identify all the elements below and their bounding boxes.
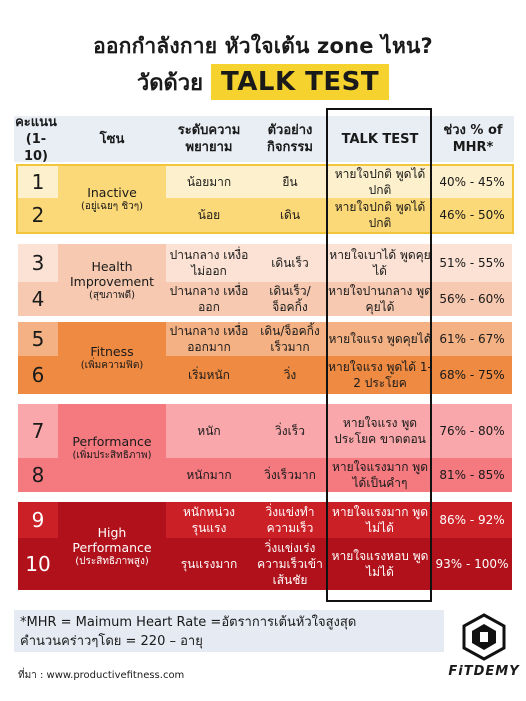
score: 9: [31, 508, 45, 532]
score: 7: [31, 419, 45, 443]
mhr-range: 46% - 50%: [439, 208, 505, 222]
intensity: หนัก: [197, 424, 221, 438]
activity: เดินเร็ว/ จ็อคกิ้ง: [269, 284, 311, 314]
zone-name: High Performance: [72, 524, 152, 555]
talk-test: หายใจเบาได้ พูดคุยได้: [329, 248, 431, 278]
header-mhr: ช่วง % of MHR*: [443, 123, 503, 155]
header-talk-test: TALK TEST: [341, 131, 419, 147]
zone-name: Performance: [72, 434, 152, 449]
header-activity: ตัวอย่าง กิจกรรม: [267, 123, 313, 155]
zone-subtitle: (สุขภาพดี): [88, 289, 136, 301]
talk-test: หายใจปานกลาง พูดคุยได้: [328, 284, 432, 314]
mhr-range: 68% - 75%: [439, 368, 505, 382]
table-header: [14, 116, 514, 162]
mhr-range: 51% - 55%: [439, 256, 505, 270]
header-zone: โซน: [99, 131, 125, 147]
header-score: คะแนน (1-10): [15, 114, 57, 164]
fitdemy-logo-icon: [459, 612, 509, 662]
talk-test: หายใจแรง พูดคุยได้: [328, 332, 432, 346]
subtitle-prefix: วัดด้วย: [136, 70, 204, 96]
score: 8: [31, 463, 45, 487]
subtitle: [0, 60, 526, 104]
zone-label-fitness: [58, 322, 166, 394]
talk-test-column-outline: [326, 108, 432, 602]
activity: เดินเร็ว: [271, 256, 309, 270]
intensity: หนักมาก: [186, 468, 232, 482]
intensity: ปานกลาง เหงื่อออกมาก: [169, 324, 249, 354]
score: 2: [31, 203, 45, 227]
mhr-range: 86% - 92%: [439, 513, 505, 527]
score: 10: [25, 552, 51, 576]
source-credit: ที่มา : www.productivefitness.com: [18, 670, 185, 681]
zone-label-health: [58, 244, 166, 316]
talk-test-highlight: TALK TEST: [211, 64, 389, 100]
zone-subtitle: (อยู่เฉยๆ ชิวๆ): [80, 201, 144, 212]
brand-logo: [448, 612, 520, 682]
talk-test: หายใจแรง พูดได้ 1-2 ประโยค: [328, 360, 432, 390]
activity: ยืน: [282, 175, 298, 189]
zone-subtitle: (เพิ่มประสิทธิภาพ): [72, 450, 152, 461]
talk-test: หายใจแรงหอบ พูดไม่ได้: [331, 549, 429, 579]
footnote-line1: *MHR = Maimum Heart Rate =อัตราการเต้นหัวใจสูงสุด: [20, 615, 357, 630]
zone-name: Inactive: [87, 185, 137, 200]
talk-test: หายใจปกติ พูดได้ปกติ: [334, 167, 426, 197]
header-intensity: ระดับความ พยายาม: [177, 123, 241, 155]
mhr-range: 56% - 60%: [439, 292, 505, 306]
activity: วิ่งแข่งเร่ง ความเร็วเข้า เส้นชัย: [257, 541, 323, 587]
mhr-range: 61% - 67%: [439, 332, 505, 346]
mhr-range: 93% - 100%: [435, 557, 509, 571]
score: 5: [31, 327, 45, 351]
mhr-range: 81% - 85%: [439, 468, 505, 482]
mhr-range: 40% - 45%: [439, 175, 505, 189]
zone-name: Fitness: [90, 344, 134, 359]
zone-subtitle: (ประสิทธิภาพสูง): [75, 555, 149, 567]
score: 3: [31, 251, 45, 275]
intensity: รุนแรงมาก: [180, 557, 238, 571]
score: 6: [31, 363, 45, 387]
mhr-footnote: [14, 610, 444, 652]
logo-text: FiTDEMY: [448, 664, 520, 679]
zone-label-high-performance: [58, 502, 166, 590]
mhr-range: 76% - 80%: [439, 424, 505, 438]
activity: วิ่งเร็วมาก: [264, 468, 316, 482]
activity: วิ่งเร็ว: [275, 424, 305, 438]
zone-subtitle: (เพิ่มความฟิต): [80, 360, 144, 371]
activity: เดิน: [279, 208, 301, 222]
talk-test: หายใจแรงมาก พูดได้เป็นคำๆ: [331, 460, 429, 490]
page-title: ออกกำลังกาย หัวใจเต้น zone ไหน?: [93, 34, 433, 58]
zone-label-performance: [58, 404, 166, 492]
footnote-line2: คำนวนคร่าวๆโดย = 220 – อายุ: [20, 634, 203, 649]
activity: วิ่ง: [283, 368, 297, 382]
intensity: เริ่มหนัก: [188, 368, 230, 382]
score: 1: [31, 170, 45, 194]
intensity: ปานกลาง เหงื่อไม่ออก: [169, 248, 249, 278]
talk-test: หายใจแรงมาก พูดไม่ได้: [331, 505, 429, 535]
activity: วิ่งแข่งทำ ความเร็ว: [265, 505, 315, 535]
talk-test: หายใจแรง พูดประโยค ขาดตอน: [334, 416, 426, 446]
intensity: ปานกลาง เหงื่อออก: [169, 284, 249, 314]
zone-label-inactive: [58, 166, 166, 232]
intensity: น้อย: [197, 208, 221, 222]
score: 4: [31, 287, 45, 311]
activity: เดิน/จ็อคกิ้ง เร็วมาก: [260, 324, 320, 354]
intensity: น้อยมาก: [186, 175, 232, 189]
zone-name: Health Improvement: [69, 258, 155, 289]
talk-test: หายใจปกติ พูดได้ปกติ: [334, 200, 426, 230]
intensity: หนักหน่วง รุนแรง: [182, 505, 236, 535]
